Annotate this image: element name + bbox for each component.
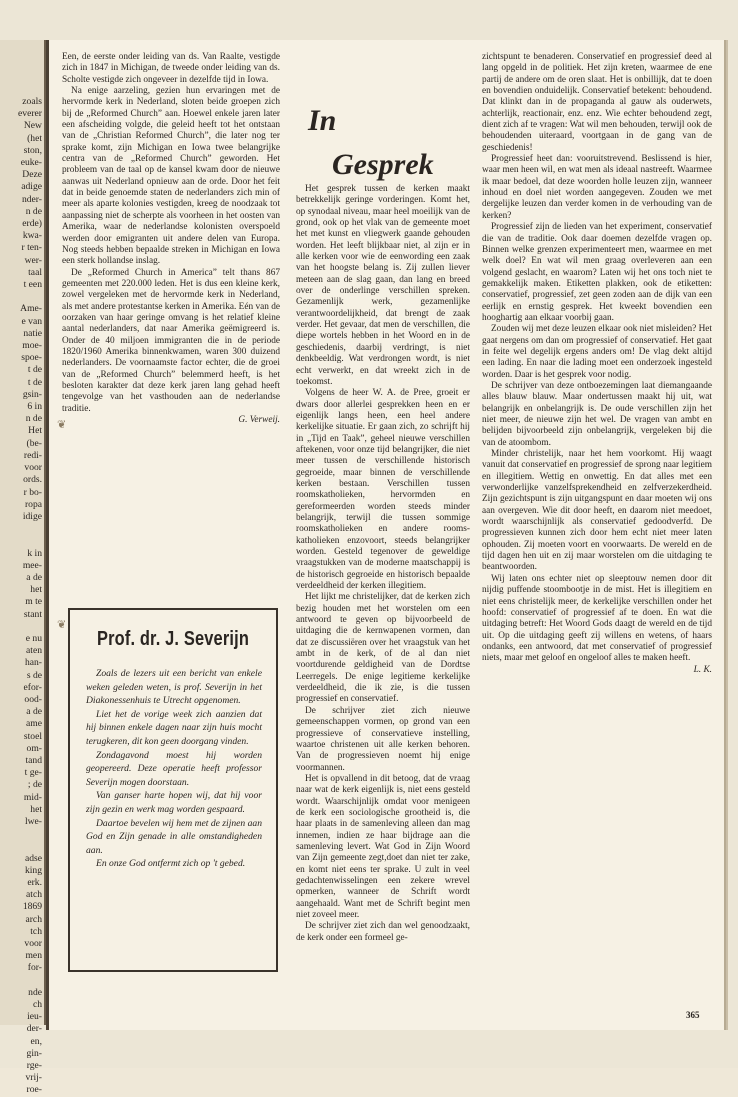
left-page-line: t de [27, 364, 42, 376]
article-body [62, 52, 280, 415]
left-page-line: (be- [26, 437, 42, 449]
left-page-line: everer [18, 108, 42, 120]
left-page-line: erde) [22, 218, 42, 230]
left-page-line: erk. [27, 877, 42, 888]
left-page-line: euke- [20, 157, 42, 169]
paragraph: Daartoe bevelen wij hem met de zijnen aan God en Zijn genade in alle omstandigheden aan. [86, 817, 262, 856]
left-page-line: voor [24, 938, 42, 950]
headline-line-1: In [308, 104, 337, 137]
article-2-signature: L. K. [693, 664, 712, 675]
paragraph: Progressief heet dan: vooruitstrevend. Beslissend is hier, waar men heen wil, en wat men als ideaal nastreeft. Waarmee ik maar bedoel, dat deze woorden holle leuzen zijn, wanneer inhoud en doel niet worden aangegeven. Zouden we met dergelijke leuzen dan verder komen in de verhouding van de kerken? [482, 154, 712, 221]
left-page-line: s de [26, 669, 42, 681]
left-page-line: Deze [22, 169, 42, 181]
left-page-line: king [24, 864, 42, 876]
page-binding [46, 40, 49, 1030]
left-page-line: adse [24, 852, 42, 864]
left-page-line: om- [26, 742, 42, 754]
article-dutch-churches [62, 52, 280, 426]
left-page-line: stoel [23, 730, 42, 742]
left-page-line: arch [25, 913, 42, 925]
left-page-line: e nu [25, 632, 42, 644]
page-number: 365 [686, 1010, 700, 1020]
left-page-line: efor- [23, 681, 42, 693]
column-3-body [482, 52, 712, 665]
left-page-line: ood- [24, 693, 42, 705]
left-page-line: kwa- [22, 230, 42, 242]
left-page-line: het [30, 584, 42, 596]
left-page-text [2, 96, 42, 1097]
left-page-line: mee- [22, 559, 42, 571]
paragraph: Wij laten ons echter niet op sleeptouw nemen door dit nijdig puffende stoombootje in de mist. Het is illegitiem en niet eens christelijk meer, de kerkelijke verschillen onder het hoofd: conservatief of progressief af te doen. En wat die uitdaging betreft: Het Woord Gods daagt de wereld en de tijd uit. Op die uitdaging geeft zij willens en wetens, of haars ondanks, een antwoord, dat met conservatief of progressief niets, maar met geloof en ongeloof alles te maken heeft. [482, 573, 712, 664]
left-page-line: rge- [26, 1060, 42, 1072]
left-page-line: han- [24, 657, 42, 669]
left-page-line: t ge- [24, 767, 42, 779]
notice-body [86, 667, 262, 871]
left-page-line [2, 975, 42, 987]
paragraph: Minder christelijk, naar het hem voorkomt. Hij waagt vanuit dat conservatief en progressief de sprong naar legitiem en illegitiem. Wettig en onwettig. En dat alles met een verwonderlijke vanzelfsprekendheid en zelfverzekerdheid. Zijn gezichtspunt is zijn uitgangspunt en daar moeten wij ons aan overgeven. Wie dit door heeft, en daarom niet meedoet, wordt waarschijnlijk als conservatief gedoodverfd. De progressieven kunnen zich door hem echt niet meer laten ophouden. Zij moeten voort en voorwaarts. De wereld en de tijd dagen hen uit en zij maar worstelen om die uitdaging te beantwoorden. [482, 449, 712, 573]
paragraph: Progressief zijn de lieden van het experiment, conservatief die van de traditie. Ook daar doemen dezelfde vragen op. Binnen welke grenzen experimenteert men, waarmee en met welk doel? En wat wil men graag overleveren aan een volgend geslacht, en waarom? Laten wij het ons toch niet te gemakkelijk maken. Etiketten plakken, ook de etiketten: conservatief, progressief, zet geen zoden aan de dijk van een eerlijk en ernstig gesprek. Het kweekt bovendien een hooghartig aan elkaar voorbij gaan. [482, 222, 712, 323]
paragraph: Een, de eerste onder leiding van ds. Van Raalte, vestigde zich in 1847 in Michigan, de tweede onder leiding van ds. Scholte vestigde zich ongeveer in dezelfde tijd in Iowa. [62, 52, 280, 85]
headline-blackletter [296, 94, 466, 184]
left-page-line: Ame- [20, 303, 42, 315]
left-page-line [2, 840, 42, 852]
paragraph: Het is opvallend in dit betoog, dat de vraag naar wat de kerk eigenlijk is, niet eens gesteld wordt. Waarschijnlijk omdat voor menigeen de kerk een sociologische grootheid is, die haar plaats in de samenleving alleen dan mag innemen, indien ze haar bijdrage aan die samenleving levert. Wat God in Zijn Woord van Zijn gemeente zegt,doet dan niet ter zake, en komt niet eens ter sprake. U zult in veel gedachtenwisselingen een zekere wrevel opmerken, wanneer de Schrift wordt aangehaald. Want met de Schrift begint men niet zoveel meer. [296, 773, 470, 920]
left-page-line: a de [26, 706, 42, 718]
left-page-line: aten [26, 645, 42, 657]
article-column-2 [296, 184, 470, 944]
left-page-line: 1869 [22, 901, 42, 913]
left-page-line: tch [30, 925, 42, 937]
left-page-line: r bo- [23, 486, 42, 498]
paragraph: Na enige aarzeling, gezien hun ervaringen met de hervormde kerk in Nederland, sloten beide groepen zich bij de „Reformed Church” aan. Hoewel enkele jaren later een afscheiding volgde, die geleid heeft tot het ontstaan van de „Christian Reformed Church”, die later nog ter sprake komt, zijn Michigan en Iowa twee belangrijke centra van de „Reformed Church” geworden. Het probleem van de taal op de kansel kwam door de nieuwe aanwas uit Nederland opnieuw aan de orde. Door het feit dat in beide genoemde staten de nederlanders zich min of meer als aparte kolonies vestigden, kreeg de noodzaak tot aanpassing niet de scherpte als voorheen in het oosten van Amerika, waar de nederlandse kolonisten overspoeld werden door emigranten uit andere delen van Europa. Nog steeds hebben bepaalde streken in Michigan en Iowa een sterk hollandse inslag. [62, 86, 280, 267]
left-page-line: ; de [27, 779, 42, 791]
left-page-line [2, 535, 42, 547]
left-page-line: redi- [23, 449, 42, 461]
left-page-line: ch [32, 999, 42, 1011]
left-page-line: natie [23, 327, 42, 339]
left-page-line: nde [28, 986, 42, 998]
left-page-line: for- [27, 962, 42, 974]
left-page-line: ieu- [27, 1011, 42, 1023]
paragraph: Volgens de heer W. A. de Pree, groeit er dwars door allerlei gesprekken heen en er eigenlijk langs heen, een heel andere kerkelijke situatie. Er gaan zich, zo schrijft hij in „Tijd en Taak”, geheel nieuwe verschillen aftekenen, voor onze tijd belangrijker, die niet meer tussen de verschillende historisch gegroeide, maar binnen de verschillende kerken bestaan. Verschillen tussen roomskatholieken, hervormden en gereformeerden worden steeds minder belangrijk, terwijl die tussen sommige roomskatholieken en andere rooms-katholieken enzovoort, steeds belangrijker worden. Gesteld tegenover de geweldige vraagstukken van de moderne maatschappij is de historisch gegroeide en historisch bepaalde verdeeldheid der kerken illegitiem. [296, 388, 470, 592]
left-page-line: ame [26, 718, 42, 730]
margin-mark: ❦ [57, 619, 67, 631]
left-page-line: men [25, 950, 42, 962]
left-page-line: spoe- [21, 352, 42, 364]
left-page-line: gsin- [22, 388, 42, 400]
left-page-line: Het [28, 425, 42, 437]
paragraph: zichtspunt te benaderen. Conservatief en progressief deed al lang opgeld in de politiek. Het zijn kreten, waarmee de ene partij de andere om de oren slaat. Het is onbillijk, dat te doen en bovendien onduidelijk. Conservatief betekent: behoudend. Dat klinkt dan in de propaganda al gauw als ouderwets, achterlijk, reactionair, enz. enz. Wie echter behoudend zegt, dient zich af te vragen: Wat wil men behouden, terwijl ook de behoudenden uiteraard, voortgaan in de gang van de geschiedenis! [482, 52, 712, 153]
left-page-line: lwe- [24, 815, 42, 827]
headline-in-gesprek [296, 94, 466, 184]
paragraph: De „Reformed Church in America” telt thans 867 gemeenten met 220.000 leden. Het is dus een kleine kerk, zowel vergeleken met de hervormde kerk in Nederland, als met andere protestantse kerken in Amerika. Eén van de oorzaken van haar geringe omvang is het relatief kleine aantal nederlanders, dat naar Amerika geëmigreerd is. Onder de 40 miljoen immigranten die in de periode 1820/1960 Amerika binnenkwamen, waren 300 duizend nederlanders. De voornaamste factor echter, die de groei van de „Reformed Church” belemmerd heeft, is het besloten karakter dat deze kerk jaren lang gehad heeft tengevolge van het vasthouden aan de nederlandse traditie. [62, 267, 280, 414]
left-page-line [2, 523, 42, 535]
left-page-line: mid- [23, 791, 42, 803]
left-page-line: New [23, 120, 42, 132]
left-page-line: r ten- [21, 242, 42, 254]
left-page-line: ords. [23, 474, 42, 486]
left-page-line: (het [27, 132, 42, 144]
left-page-line: 6 in [27, 401, 42, 413]
margin-mark: ❦ [57, 419, 67, 431]
notice-title: Prof. dr. J. Severijn [96, 628, 250, 650]
left-page-line: der- [26, 1023, 42, 1035]
left-page-line: a de [26, 571, 42, 583]
left-page-line: vrij- [25, 1072, 42, 1084]
left-page-line: m te [25, 596, 42, 608]
paragraph: Zondagavond moest hij worden geopereerd. Deze operatie heeft professor Severijn mogen doorstaan. [86, 749, 262, 788]
paragraph: Zouden wij met deze leuzen elkaar ook niet misleiden? Het gaat nergens om dan om progressief of conservatief. Het gaat in feite wel degelijk ergens anders om! De vlag dekt altijd een lading. En naar die lading moet een onderzoek ingesteld worden. Daar is het gesprek voor nodig. [482, 324, 712, 380]
left-page-line: ston, [23, 144, 42, 156]
left-page-line: t de [27, 376, 42, 388]
left-page-line: tand [25, 754, 42, 766]
left-page-line: zoals [22, 96, 42, 107]
left-page-line: en, [30, 1035, 42, 1047]
left-page-line [2, 621, 42, 633]
paragraph: Het lijkt me christelijker, dat de kerken zich bezig houden met het worstelen om een antwoord te geven op bijvoorbeeld de uitdaging die de kernwapenen vormen, dan dat ze discussiëren over het vraagstuk van het ambt in de kerk, of de al dan niet voortdurende geldigheid van de Dordtse Leerregels. De enige legitieme kerkelijke verdeeldheid, die ik zie, is die tussen progressief en conservatief. [296, 592, 470, 705]
left-page-line: ropa [24, 498, 42, 510]
left-page-line: idige [22, 510, 42, 522]
article-signature: G. Verweij. [238, 415, 280, 425]
left-page-line: het [30, 803, 42, 815]
article-column-3 [482, 52, 712, 676]
paragraph: De schrijver ziet zich nieuwe gemeenschappen vormen, op grond van een progressieve of conservatieve instelling, waartoe christenen uit alle kerken behoren. Van de progressieven noemt hij enige voormannen. [296, 705, 470, 773]
left-page-line: nder- [21, 193, 42, 205]
notice-box-severijn [68, 608, 278, 972]
left-page-fragment [0, 40, 46, 1096]
left-page-line: wer- [24, 254, 42, 266]
left-page-line: gin- [26, 1047, 42, 1059]
left-page-line [2, 828, 42, 840]
paragraph: De schrijver van deze ontboezemingen laat diemangaande alles blauw blauw. Maar ondertussen maakt hij uit, wat belangrijk en onbelangrijk is. De oude verschillen zijn het niet meer, de nieuwe zijn het wel. De vragen van ambt en belijden bijvoorbeeld zijn onbelangrijk, vergeleken bij die van de atoombom. [482, 380, 712, 448]
headline-line-2: Gesprek [332, 148, 434, 181]
left-page-line: roe- [26, 1084, 42, 1096]
left-page-line: voor [24, 462, 42, 474]
paragraph: Zoals de lezers uit een bericht van enkele weken geleden weten, is prof. Severijn in het Diakonessenhuis te Utrecht opgenomen. [86, 668, 262, 707]
paragraph: En onze God ontfermt zich op 't gebed. [96, 858, 246, 870]
left-page-line: taal [28, 266, 42, 278]
paragraph: De schrijver ziet zich dan wel genoodzaakt, de kerk onder een formeel ge- [296, 921, 470, 943]
left-page-line: t een [23, 279, 42, 291]
left-page-line: n de [25, 413, 42, 425]
column-2-body [296, 184, 470, 944]
left-page-line: moe- [22, 340, 42, 352]
left-page-line: atch [26, 889, 42, 901]
left-page-line: adige [21, 181, 42, 193]
left-page-line: e van [21, 315, 42, 327]
left-page-line: k in [27, 547, 42, 559]
left-page-line [2, 291, 42, 303]
paragraph: Het gesprek tussen de kerken maakt betrekkelijk geringe vorderingen. Komt het, op synodaal niveau, maar heel moeilijk van de grond, ook op het vlak van de gemeente moet het met kunst en vliegwerk gaande gehouden worden. Het leeft blijkbaar niet, al zijn er in alle kerken voor wie de eenwording een zaak van het hoogste belang is. Zij zullen liever meteen aan de slag gaan, dan lang en breed over de onderlinge verschillen spreken. Gezamenlijk werk, gezamenlijke verantwoordelijkheid, dat brengt de zaak verder. Het gevaar, dat men de verschillen, die diepe wortels hebben in het Woord en in de geschiedenis, daarbij verdringt, is niet denkbeeldig. Wat verdrongen wordt, is niet echt verwerkt, en dat wreekt zich in de toekomst. [296, 184, 470, 387]
paragraph: Liet het de vorige week zich aanzien dat hij binnen enkele dagen naar zijn huis mocht terugkeren, dit kon geen doorgang vinden. [86, 708, 262, 747]
left-page-line: stant [23, 608, 42, 620]
paragraph: Van ganser harte hopen wij, dat hij voor zijn gezin en werk mag worden gespaard. [86, 790, 262, 815]
left-page-line: n de [25, 205, 42, 217]
